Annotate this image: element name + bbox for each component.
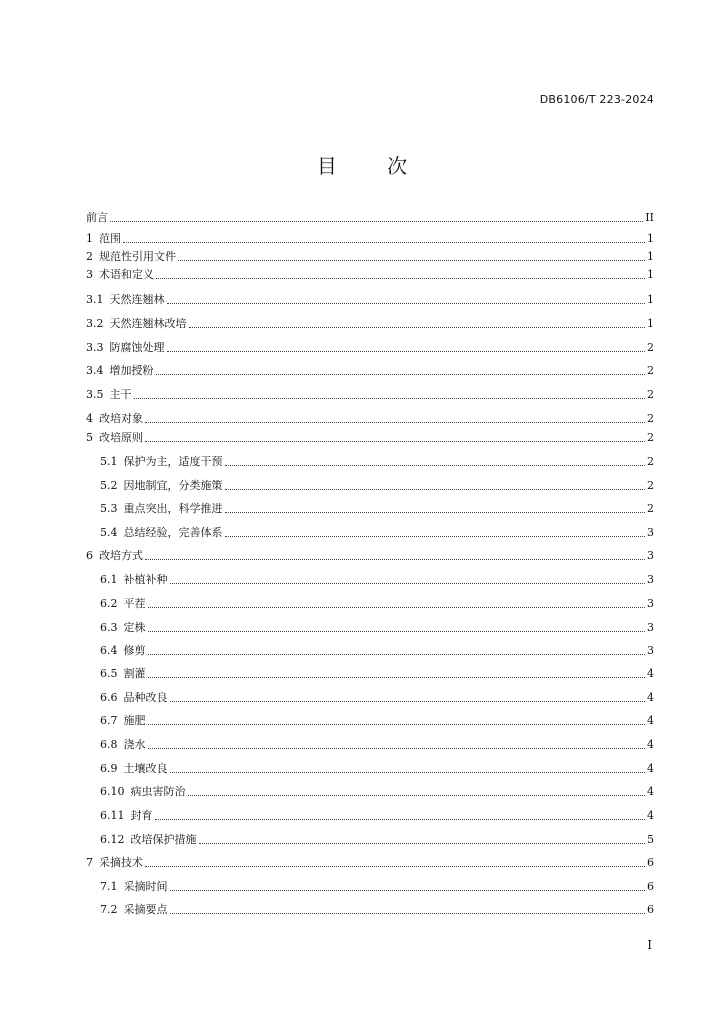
toc-entry-label: 改培原则: [99, 431, 143, 444]
toc-leader-dots: [225, 511, 646, 513]
toc-entry-label: 改培方式: [99, 549, 143, 562]
toc-entry-label: 浇水: [123, 738, 146, 751]
toc-entry-number: 6.10: [100, 785, 125, 798]
toc-entry-number: 1: [86, 232, 93, 245]
toc-entry-label: 土壤改良: [123, 762, 168, 775]
toc-entry[interactable]: [100, 831, 654, 847]
toc-entry[interactable]: [100, 500, 654, 516]
toc-entry-label: 规范性引用文件: [99, 250, 176, 263]
toc-entry-label: 定株: [123, 621, 146, 634]
toc-leader-dots: [134, 397, 646, 399]
toc-entry-number: 3.3: [86, 341, 104, 354]
toc-leader-dots: [188, 794, 646, 796]
toc-entry-page: 2: [647, 412, 654, 425]
toc-entry-number: 2: [86, 250, 93, 263]
toc-entry-label: 平茬: [123, 597, 146, 610]
toc-entry-number: 4: [86, 412, 93, 425]
toc-leader-dots: [170, 889, 646, 891]
toc-entry-label: 采摘要点: [123, 903, 168, 916]
toc-entry-number: 6.12: [100, 833, 125, 846]
toc-entry-page: 2: [647, 455, 654, 468]
toc-entry-label: 重点突出，科学推进: [123, 502, 223, 515]
toc-entry-label: 施肥: [123, 714, 146, 727]
toc-entry[interactable]: [86, 386, 654, 402]
toc-leader-dots: [156, 373, 646, 375]
toc-entry[interactable]: [100, 619, 654, 635]
toc-entry-label: 前言: [86, 211, 108, 224]
toc-entry[interactable]: [86, 291, 654, 307]
toc-entry[interactable]: [100, 783, 654, 799]
toc-entry-page: 3: [647, 597, 654, 610]
toc-leader-dots: [225, 535, 646, 537]
toc-entry-number: 5.1: [100, 455, 118, 468]
toc-leader-dots: [170, 582, 646, 584]
toc-entry-label: 防腐蚀处理: [109, 341, 165, 354]
toc-leader-dots: [110, 220, 643, 222]
toc-entry-label: 总结经验，完善体系: [123, 526, 223, 539]
toc-entry-number: 3.1: [86, 293, 104, 306]
toc-entry-page: 2: [647, 502, 654, 515]
toc-entry-page: 4: [647, 667, 654, 680]
toc-entry-page: 2: [647, 479, 654, 492]
toc-entry-number: 6.7: [100, 714, 118, 727]
toc-entry-label: 天然连翘林: [109, 293, 165, 306]
toc-entry[interactable]: [100, 736, 654, 752]
toc-entry-number: 6.6: [100, 691, 118, 704]
toc-entry-page: 2: [647, 364, 654, 377]
toc-entry-number: 6.11: [100, 809, 125, 822]
toc-entry-number: 3.4: [86, 364, 104, 377]
toc-entry[interactable]: [100, 807, 654, 823]
page-title: 目 次: [316, 154, 430, 178]
toc-entry[interactable]: [86, 209, 654, 225]
toc-entry-number: 5: [86, 431, 93, 444]
toc-entry-page: 3: [647, 526, 654, 539]
toc-entry[interactable]: [86, 315, 654, 331]
toc-entry-number: 3.5: [86, 388, 104, 401]
toc-entry-label: 增加授粉: [109, 364, 154, 377]
toc-entry-number: 6.4: [100, 644, 118, 657]
toc-leader-dots: [170, 700, 646, 702]
page-number: I: [647, 938, 652, 952]
toc-entry-number: 3: [86, 268, 93, 281]
toc-entry-page: 6: [647, 856, 654, 869]
toc-leader-dots: [155, 818, 646, 820]
toc-entry-label: 采摘技术: [99, 856, 143, 869]
toc-entry-label: 割灌: [123, 667, 146, 680]
toc-entry-label: 品种改良: [123, 691, 168, 704]
toc-leader-dots: [170, 771, 646, 773]
toc-leader-dots: [225, 488, 646, 490]
toc-entry[interactable]: [100, 712, 654, 728]
toc-entry-number: 7.1: [100, 880, 118, 893]
toc-entry-page: 4: [647, 762, 654, 775]
toc-entry-number: 5.3: [100, 502, 118, 515]
toc-leader-dots: [148, 723, 646, 725]
toc-entry-label: 改培保护措施: [130, 833, 197, 846]
toc-entry-page: 3: [647, 644, 654, 657]
toc-leader-dots: [123, 241, 645, 243]
toc-entry-label: 主干: [109, 388, 132, 401]
toc-entry-page: 3: [647, 549, 654, 562]
toc-entry[interactable]: [100, 665, 654, 681]
toc-entry-page: 4: [647, 738, 654, 751]
toc-entry[interactable]: [100, 689, 654, 705]
toc-entry-page: 2: [647, 341, 654, 354]
toc-leader-dots: [225, 464, 646, 466]
toc-leader-dots: [156, 277, 645, 279]
toc-entry[interactable]: [100, 571, 654, 587]
toc-entry-label: 保护为主，适度干预: [123, 455, 223, 468]
toc-entry-page: 4: [647, 785, 654, 798]
toc-entry[interactable]: [100, 524, 654, 540]
toc-entry-number: 7.2: [100, 903, 118, 916]
toc-entry-number: 6.2: [100, 597, 118, 610]
toc-entry-label: 天然连翘林改培: [109, 317, 187, 330]
toc-entry-page: 3: [647, 621, 654, 634]
toc-entry-page: 5: [647, 833, 654, 846]
toc-leader-dots: [145, 421, 645, 423]
toc-leader-dots: [148, 676, 646, 678]
toc-leader-dots: [148, 630, 646, 632]
toc-entry[interactable]: [100, 878, 654, 894]
toc-entry-page: 2: [647, 431, 654, 444]
toc-leader-dots: [145, 865, 645, 867]
toc-entry[interactable]: [100, 642, 654, 658]
toc-entry-label: 采摘时间: [123, 880, 168, 893]
toc-leader-dots: [199, 842, 646, 844]
toc-entry-number: 6.9: [100, 762, 118, 775]
toc-entry[interactable]: [100, 901, 654, 917]
document-id: DB6106/T 223-2024: [539, 93, 654, 106]
toc-entry-page: 4: [647, 691, 654, 704]
toc-entry-label: 修剪: [123, 644, 146, 657]
toc-entry-label: 术语和定义: [99, 268, 154, 281]
toc-entry[interactable]: [86, 410, 654, 426]
toc-entry-number: 6.8: [100, 738, 118, 751]
toc-entry-page: 6: [647, 880, 654, 893]
toc-entry-number: 3.2: [86, 317, 104, 330]
toc-entry-label: 补植补种: [123, 573, 168, 586]
toc-leader-dots: [170, 912, 646, 914]
toc-leader-dots: [145, 558, 645, 560]
toc-entry[interactable]: [86, 248, 654, 264]
toc-entry-page: 2: [647, 388, 654, 401]
toc-entry[interactable]: [86, 339, 654, 355]
toc-leader-dots: [167, 302, 646, 304]
toc-entry-label: 病虫害防治: [130, 785, 186, 798]
toc-entry-page: 6: [647, 903, 654, 916]
toc-entry[interactable]: [100, 760, 654, 776]
toc-entry-page: 4: [647, 714, 654, 727]
toc-entry-label: 范围: [99, 232, 121, 245]
toc-leader-dots: [189, 326, 646, 328]
toc-entry[interactable]: [86, 547, 654, 563]
toc-entry-page: 1: [647, 293, 654, 306]
toc-leader-dots: [148, 747, 646, 749]
toc-entry-number: 6.3: [100, 621, 118, 634]
toc-entry-page: 1: [647, 317, 654, 330]
toc-entry-number: 5.4: [100, 526, 118, 539]
toc-entry-label: 因地制宜，分类施策: [123, 479, 223, 492]
toc-entry[interactable]: [86, 429, 654, 445]
toc-entry[interactable]: [86, 266, 654, 282]
toc-entry-number: 7: [86, 856, 93, 869]
toc-entry[interactable]: [100, 595, 654, 611]
toc-leader-dots: [178, 259, 645, 261]
toc-entry[interactable]: [100, 453, 654, 469]
toc-entry-page: II: [645, 211, 654, 224]
toc-entry-label: 封育: [130, 809, 153, 822]
toc-leader-dots: [148, 653, 646, 655]
toc-entry-number: 6.5: [100, 667, 118, 680]
toc-entry-page: 4: [647, 809, 654, 822]
toc-entry-page: 1: [647, 268, 654, 281]
toc-leader-dots: [148, 606, 646, 608]
toc-entry-page: 1: [647, 250, 654, 263]
toc-entry[interactable]: [86, 854, 654, 870]
toc-leader-dots: [145, 440, 645, 442]
toc-entry-label: 改培对象: [99, 412, 143, 425]
toc-leader-dots: [167, 350, 646, 352]
toc-entry[interactable]: [86, 362, 654, 378]
toc-entry[interactable]: [86, 230, 654, 246]
toc-entry-number: 5.2: [100, 479, 118, 492]
toc-entry-page: 3: [647, 573, 654, 586]
toc-entry-number: 6: [86, 549, 93, 562]
toc-entry[interactable]: [100, 477, 654, 493]
toc-entry-page: 1: [647, 232, 654, 245]
toc-entry-number: 6.1: [100, 573, 118, 586]
